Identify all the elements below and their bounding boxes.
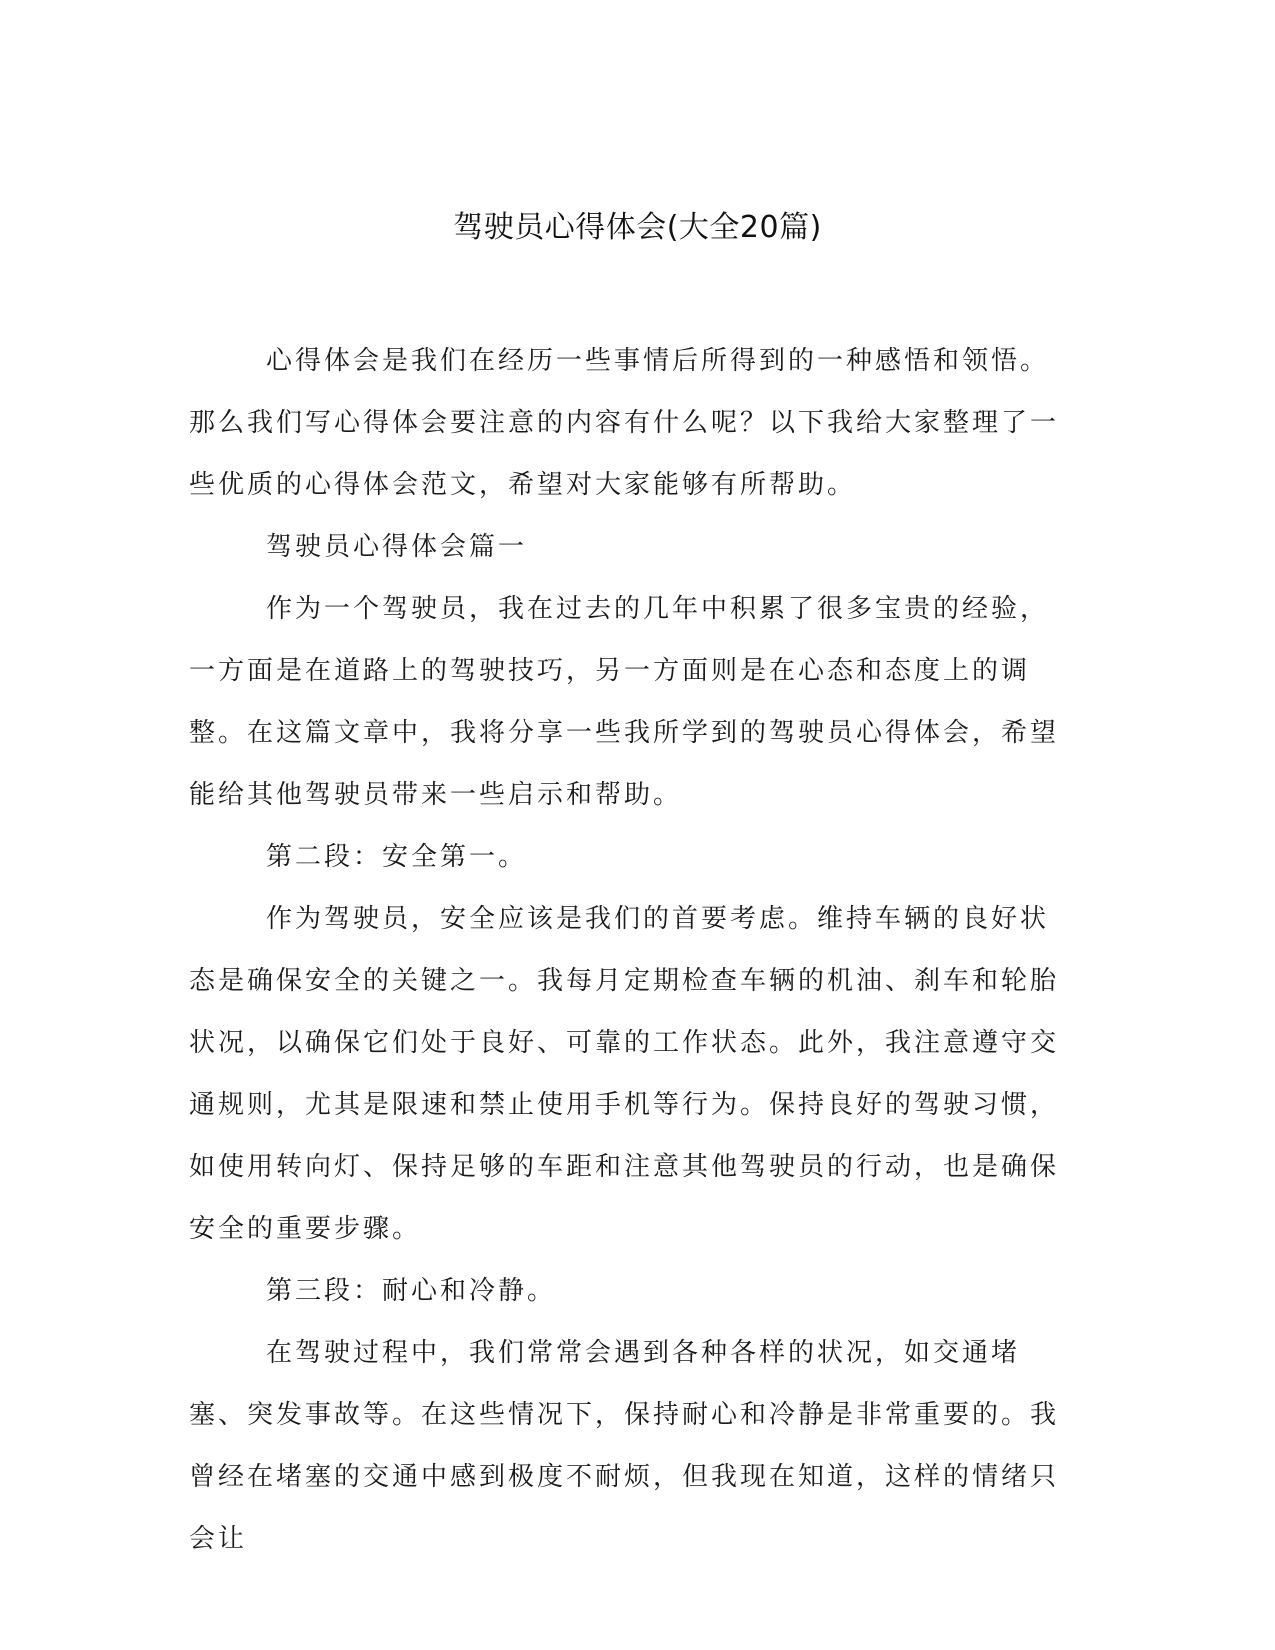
body-paragraph: 作为驾驶员，安全应该是我们的首要考虑。维持车辆的良好状态是确保安全的关键之一。我每月定期检查车辆的机油、刹车和轮胎状况，以确保它们处于良好、可靠的工作状态。此外，我注意遵守交通规则，尤其是限速和禁止使用手机等行为。保持良好的驾驶习惯，如使用转向灯、保持足够的车距和注意其他驾驶员的行动，也是确保安全的重要步骤。 [189, 904, 1060, 1244]
document-body [189, 330, 1069, 1570]
body-paragraph: 作为一个驾驶员，我在过去的几年中积累了很多宝贵的经验，一方面是在道路上的驾驶技巧，另一方面则是在心态和态度上的调整。在这篇文章中，我将分享一些我所学到的驾驶员心得体会，希望能给其他驾驶员带来一些启示和帮助。 [189, 594, 1060, 810]
document-title: 驾驶员心得体会(大全20篇) [453, 210, 822, 245]
body-paragraph: 在驾驶过程中，我们常常会遇到各种各样的状况，如交通堵塞、突发事故等。在这些情况下，保持耐心和冷静是非常重要的。我曾经在堵塞的交通中感到极度不耐烦，但我现在知道，这样的情绪只会让 [189, 1338, 1060, 1554]
section-heading-part-one: 驾驶员心得体会篇一 [266, 532, 528, 562]
intro-paragraph: 心得体会是我们在经历一些事情后所得到的一种感悟和领悟。那么我们写心得体会要注意的内容有什么呢？以下我给大家整理了一些优质的心得体会范文，希望对大家能够有所帮助。 [189, 346, 1060, 500]
section-heading-safety: 第二段：安全第一。 [266, 842, 528, 872]
section-heading-patience: 第三段：耐心和冷静。 [266, 1276, 557, 1306]
